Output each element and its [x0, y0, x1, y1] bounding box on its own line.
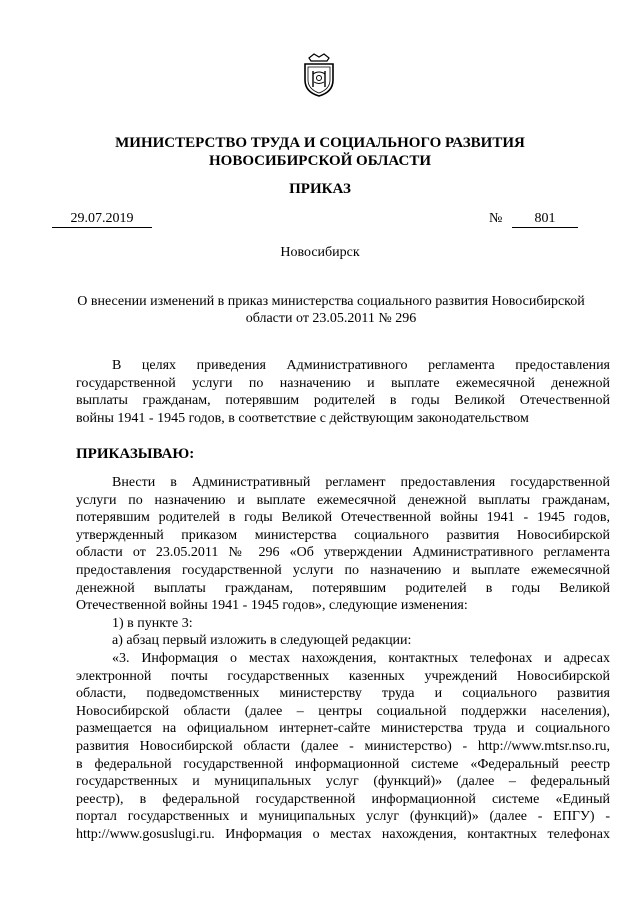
body-line: денежной выплаты гражданам, потерявшим родителей в годы Великой: [76, 580, 610, 596]
body-line: Отечественной войны 1941 - 1945 годов», следующие изменения:: [76, 598, 468, 614]
body-line: «3. Информация о местах нахождения, контактных телефонах и адресах: [112, 650, 610, 666]
order-subject-line1: О внесении изменений в приказ министерства социального развития Новосибирской: [77, 294, 585, 309]
ministry-name-line1: МИНИСТЕРСТВО ТРУДА И СОЦИАЛЬНОГО РАЗВИТИЯ: [115, 135, 525, 151]
city-name: Новосибирск: [280, 245, 360, 260]
order-subject-line2: области от 23.05.2011 № 296: [245, 311, 417, 326]
body-line: области от 23.05.2011 № 296 «Об утверждении Административного регламента: [76, 545, 610, 561]
orders-heading: ПРИКАЗЫВАЮ:: [76, 446, 195, 462]
body-line: области, подведомственных министерству труда и социального развития: [76, 686, 610, 702]
preamble-line: войны 1941 - 1945 годов, в соответствие с действующим законодательством: [76, 410, 529, 426]
order-title: ПРИКАЗ: [289, 181, 351, 197]
body-line: предоставления государственной услуги по назначению и выплате ежемесячной: [76, 562, 610, 578]
order-number: 801: [512, 210, 578, 228]
body-line: http://www.gosuslugi.ru. Информация о местах нахождения, контактных телефонах: [76, 826, 610, 842]
preamble-paragraph: [76, 357, 610, 427]
body-line: потерявшим родителей в годы Великой Отечественной войны 1941 - 1945 годов,: [76, 510, 610, 526]
preamble-line: В целях приведения Административного регламента предоставления: [112, 358, 610, 373]
body-line: 1) в пункте 3:: [112, 615, 193, 631]
body-line: а) абзац первый изложить в следующей редакции:: [112, 633, 412, 649]
order-date: 29.07.2019: [52, 210, 152, 228]
ministry-name: [60, 134, 580, 170]
preamble-line: выплаты гражданам, потерявшим родителей в годы Великой Отечественной: [76, 393, 610, 409]
body-line: в федеральной государственной информационной системе «Федеральный реестр: [76, 756, 610, 772]
order-body: [76, 474, 610, 843]
ministry-name-line2: НОВОСИБИРСКОЙ ОБЛАСТИ: [208, 153, 432, 169]
body-line: развития Новосибирской области (далее - министерство) - http://www.mtsr.nso.ru,: [76, 738, 610, 754]
body-line: портал государственных и муниципальных услуг (функций)» (далее - ЕПГУ) -: [76, 809, 610, 825]
body-line: утвержденный приказом министерства социального развития Новосибирской: [76, 527, 610, 543]
order-subject: [76, 293, 586, 327]
body-line: государственных и муниципальных услуг (функций)» (далее – федеральный: [76, 774, 610, 790]
body-line: услуги по назначению и выплате ежемесячной денежной выплаты гражданам,: [76, 492, 610, 508]
body-line: реестр), в федеральной государственной информационной системе «Единый: [76, 791, 610, 807]
body-line: Новосибирской области (далее – центры социальной поддержки населения),: [76, 703, 610, 719]
body-line: электронной почты государственных казенных учреждений Новосибирской: [76, 668, 610, 684]
order-number-label: №: [489, 211, 503, 226]
body-line: размещается на официальном интернет-сайте министерства труда и социального: [76, 721, 610, 737]
preamble-line: государственной услуги по назначению и выплате ежемесячной денежной: [76, 375, 610, 391]
body-line: Внести в Административный регламент предоставления государственной: [112, 475, 610, 490]
coat-of-arms-icon: [300, 52, 338, 98]
